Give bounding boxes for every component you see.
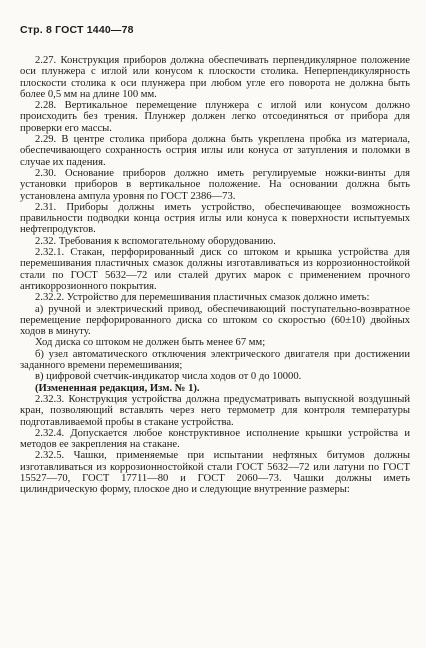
paragraph-2-32-3: 2.32.3. Конструкция устройства должна предусматривать выпускной воздушный кран, позволяющий вставлять через него термометр для контроля температуры подготавливаемой пробы в стакане устройства. (20, 393, 410, 428)
paragraph-2-32-1: 2.32.1. Стакан, перфорированный диск со штоком и крышка устройства для перемешивания пластичных смазок должны изготавливаться из коррозионностойкой стали по ГОСТ 5632—72 или сталей других марок с применением прочного антикоррозионного покрытия. (20, 247, 410, 292)
paragraph-2-31: 2.31. Приборы должны иметь устройство, обеспечивающее возможность правильности подводки конца острия иглы или конуса к поверхности испытуемых нефтепродуктов. (20, 201, 410, 236)
paragraph-2-30: 2.30. Основание приборов должно иметь регулируемые ножки-винты для установки приборов в вертикальное положение. На основании должна быть установлена ампула уровня по ГОСТ 2386—73. (20, 167, 411, 202)
page-header: Стр. 8 ГОСТ 1440—78 (20, 24, 134, 36)
paragraph-2-32-2: 2.32.2. Устройство для перемешивания пластичных смазок должно иметь: (35, 292, 370, 304)
stroke-length-note: Ход диска со штоком не должен быть менее 67 мм; (35, 337, 266, 349)
amendment-note: (Измененная редакция, Изм. № 1). (35, 382, 200, 394)
paragraph-2-32-5: 2.32.5. Чашки, применяемые при испытании нефтяных битумов должны изготавливаться из коррозионностойкой стали ГОСТ 5632—72 или латуни по ГОСТ 15527—70, ГОСТ 17711—80 и ГОСТ 2060—73. Чашки должны иметь цилиндрическую форму, плоское дно и следующие внутренние размеры: (20, 450, 411, 496)
paragraph-2-27: 2.27. Конструкция приборов должна обеспечивать перпендикулярное положение оси плунжера с иглой или конусом к плоскости столика. Неперпендикулярность плоскости столика к оси плунжера при любом угле его поворота не должна быть более 0,5 мм на длине 100 мм. (20, 55, 411, 100)
paragraph-2-28: 2.28. Вертикальное перемещение плунжера с иглой или конусом должно происходить без трения. Плунжер должен легко отсоединяться от прибора для проверки его массы. (20, 100, 411, 134)
document-body (20, 55, 410, 496)
paragraph-2-29: 2.29. В центре столика прибора должна быть укреплена пробка из материала, обеспечивающего сохранность острия иглы или конуса от затупления и поломки в случае их падения. (20, 134, 410, 168)
paragraph-2-32-4: 2.32.4. Допускается любое конструктивное исполнение крышки устройства и методов ее закрепления на стакане. (20, 427, 410, 451)
list-item-b: б) узел автоматического отключения электрического двигателя при достижении заданного времени перемешивания; (20, 348, 410, 372)
list-item-a: а) ручной и электрический привод, обеспечивающий поступательно-возвратное перемещение перфорированного диска со штоком со скоростью (60±10) двойных ходов в минуту. (20, 303, 410, 338)
list-item-v: в) цифровой счетчик-индикатор числа ходов от 0 до 10000. (35, 371, 302, 383)
paragraph-2-32: 2.32. Требования к вспомогательному оборудованию. (35, 235, 276, 247)
